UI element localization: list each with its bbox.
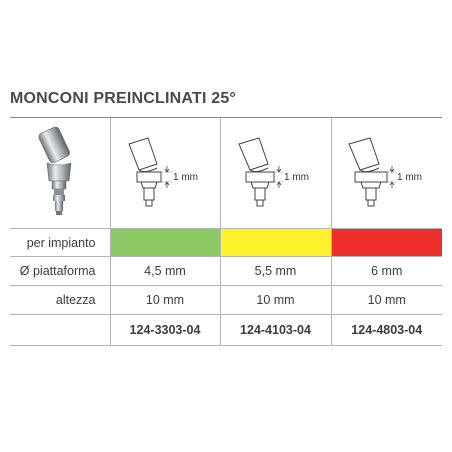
product-code: 124-3303-04 xyxy=(110,315,220,346)
platform-label: Ø piattaforma xyxy=(10,257,110,286)
abutment-drawing-icon xyxy=(226,128,326,218)
height-value: 10 mm xyxy=(220,286,331,315)
implant-swatch-yellow xyxy=(220,229,331,257)
implant-label: per impianto xyxy=(10,229,110,257)
implant-row xyxy=(10,229,442,257)
platform-row xyxy=(10,257,442,286)
angled-abutment-photo-icon xyxy=(25,123,95,223)
height-row xyxy=(10,286,442,315)
height-value: 10 mm xyxy=(110,286,220,315)
drawing-cell-2 xyxy=(220,118,331,229)
platform-value: 4,5 mm xyxy=(110,257,220,286)
abutment-photo-cell xyxy=(10,118,110,229)
image-row xyxy=(10,118,442,229)
height-value: 10 mm xyxy=(331,286,442,315)
abutment-drawing-icon xyxy=(337,128,437,218)
implant-swatch-green xyxy=(110,229,220,257)
code-row xyxy=(10,315,442,346)
dimension-label-1: 1 mm xyxy=(173,172,198,183)
implant-swatch-red xyxy=(331,229,442,257)
product-code: 124-4103-04 xyxy=(220,315,331,346)
platform-value: 6 mm xyxy=(331,257,442,286)
height-label: altezza xyxy=(10,286,110,315)
abutment-drawing-icon xyxy=(115,128,215,218)
page-title: MONCONI PREINCLINATI 25° xyxy=(10,90,237,107)
product-code: 124-4803-04 xyxy=(331,315,442,346)
code-empty-cell xyxy=(10,315,110,346)
abutment-table xyxy=(10,118,442,346)
dimension-label-2: 1 mm xyxy=(283,172,309,183)
drawing-cell-3 xyxy=(331,118,442,229)
dimension-label-3: 1 mm xyxy=(396,172,422,183)
platform-value: 5,5 mm xyxy=(220,257,331,286)
drawing-cell-1 xyxy=(110,118,220,229)
